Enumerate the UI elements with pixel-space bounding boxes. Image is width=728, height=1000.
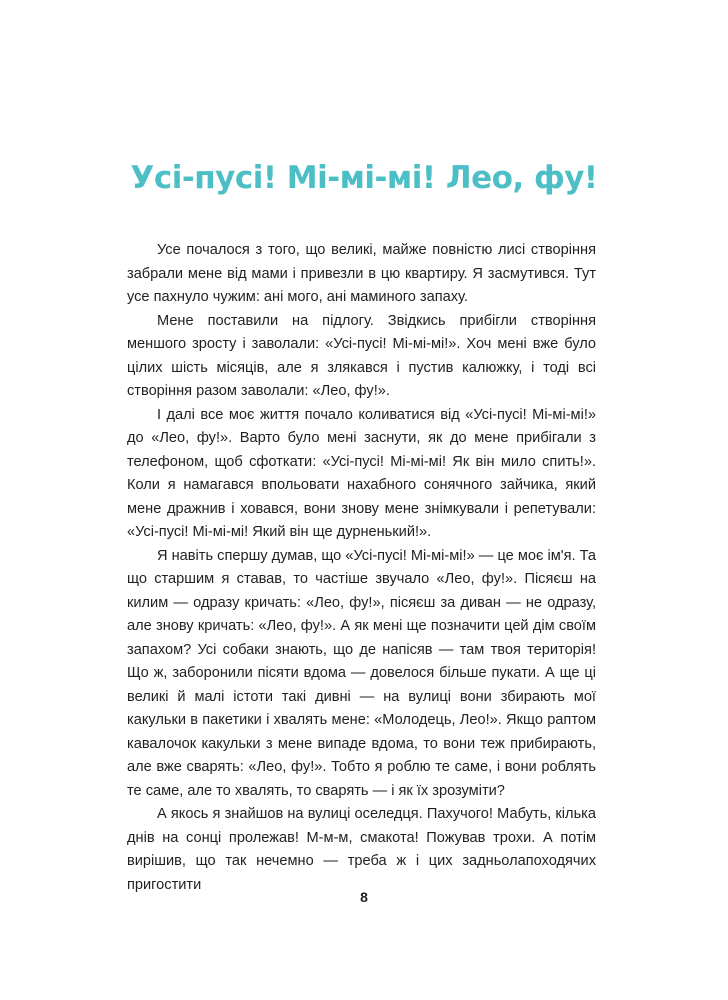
paragraph: Мене поставили на підлогу. Звідкись прибігли створіння меншого зросту і заволали: «Усі-пусі! Мі-мі-мі!». Хоч мені вже було цілих шість місяців, але я злякався і пустив калюжку, і тоді всі створіння разом заволали: «Лео, фу!». bbox=[127, 312, 596, 399]
paragraph: І далі все моє життя почало коливатися від «Усі-пусі! Мі-мі-мі!» до «Лео, фу!». Варто було мені заснути, як до мене прибігали з телефоном, щоб сфоткати: «Усі-пусі! Мі-мі-мі! Як він мило спить!». Коли я намагався впольовати нахабного сонячного зайчика, який мене дражнив і ховався, вони знову мене знімкували і репетували: «Усі-пусі! Мі-мі-мі! Який він ще дурненький!». bbox=[127, 406, 596, 540]
paragraph: Я навіть спершу думав, що «Усі-пусі! Мі-мі-мі!» — це моє ім'я. Та що старшим я ставав, то частіше звучало «Лео, фу!». Пісяєш на килим — одразу кричать: «Лео, фу!», пісяєш за диван — не одразу, але знову кричать: «Лео, фу!». А як мені ще позначити цей дім своїм запахом? Усі собаки знають, що де напісяв — там твоя територія! Що ж, заборонили пісяти вдома — довелося більше пукати. А ще ці великі й малі істоти такі дивні — на вулиці вони збирають мої какульки в пакетики і хвалять мене: «Молодець, Лео!». Якщо раптом кавалочок какульки з мене випаде вдома, то вони теж прибирають, але вже сварять: «Лео, фу!». Тобто я роблю те саме, і вони роблять те саме, але то хвалять, то сварять — і як їх зрозуміти? bbox=[127, 547, 596, 799]
chapter-body bbox=[127, 239, 596, 897]
chapter-title: Усі-пусі! Мі-мі-мі! Лео, фу! bbox=[130, 160, 598, 196]
paragraph: А якось я знайшов на вулиці оселедця. Пахучого! Мабуть, кілька днів на сонці пролежав! М-м-м, смакота! Пожував трохи. А потім вирішив, що так нечемно — треба ж і цих задньолапоходячих пригостити bbox=[127, 806, 596, 893]
page-number: 8 bbox=[360, 889, 368, 905]
paragraph: Усе почалося з того, що великі, майже повністю лисі створіння забрали мене від мами і привезли в цю квартиру. Я засмутився. Тут усе пахнуло чужим: ані мого, ані маминого запаху. bbox=[127, 242, 596, 305]
